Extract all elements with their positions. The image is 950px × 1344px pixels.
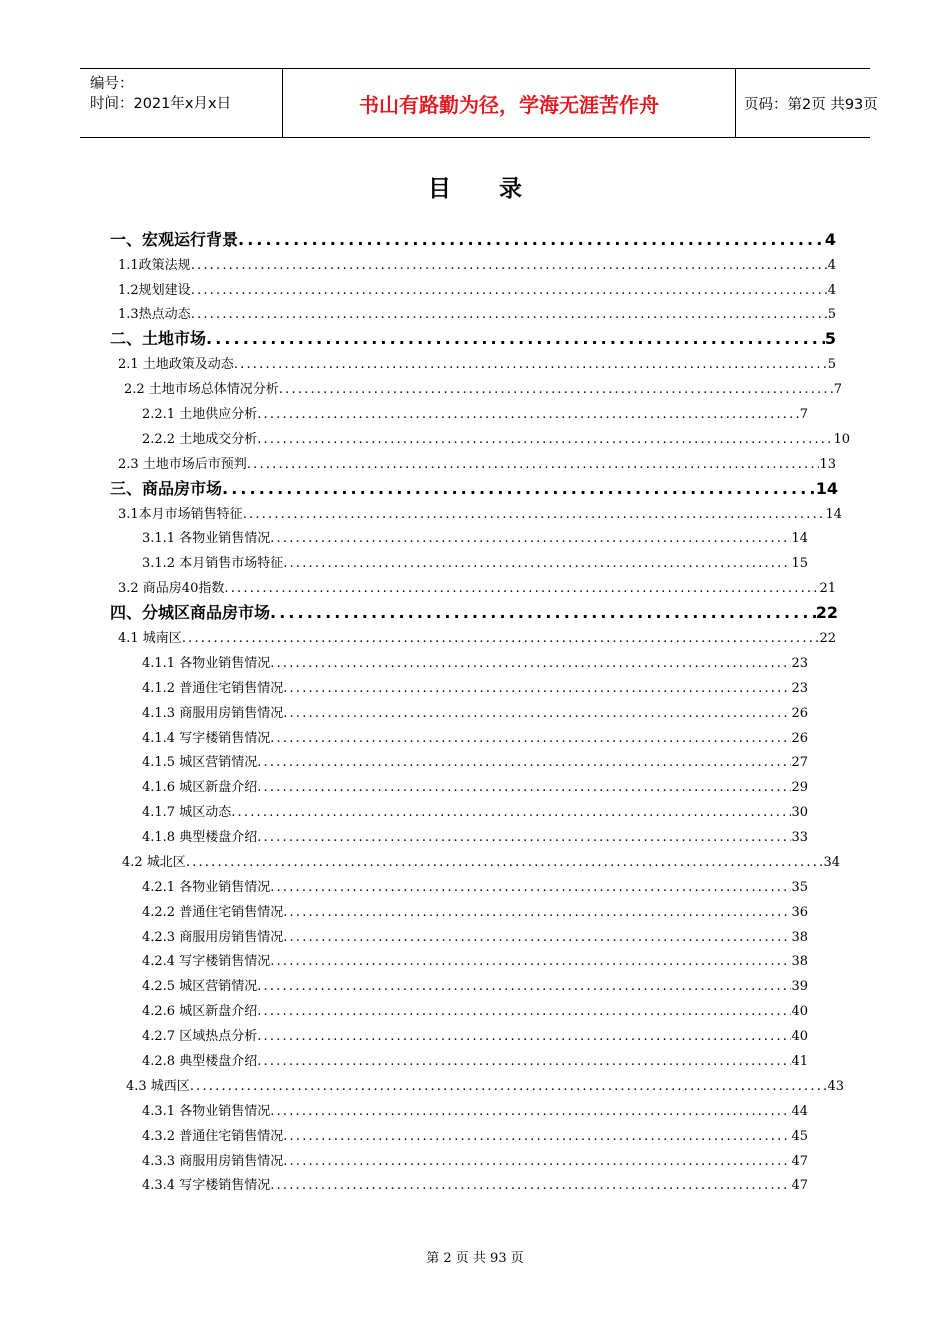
toc-leader-dots <box>270 656 791 671</box>
toc-section-entry[interactable] <box>142 950 808 969</box>
toc-leader-dots <box>191 283 828 298</box>
toc-entry-page: 10 <box>833 432 850 447</box>
toc-section-entry[interactable] <box>142 826 808 845</box>
toc-section-entry[interactable] <box>142 751 808 770</box>
toc-leader-dots <box>191 258 828 273</box>
toc-leader-dots <box>257 755 791 770</box>
header-motto: 书山有路勤为径，学海无涯苦作舟 <box>359 93 659 117</box>
toc-leader-dots <box>186 855 824 870</box>
toc-entry-label: 3.1.1 各物业销售情况 <box>142 531 271 546</box>
toc-entry-page: 5 <box>827 357 836 372</box>
toc-title <box>0 170 950 203</box>
toc-entry-label: 4.2.8 典型楼盘介绍 <box>142 1054 258 1069</box>
toc-leader-dots <box>222 479 816 498</box>
toc-entry-label: 4.1.8 典型楼盘介绍 <box>142 830 258 845</box>
toc-entry-page: 40 <box>791 1029 808 1044</box>
toc-entry-label: 3.1.2 本月销售市场特征 <box>142 556 284 571</box>
toc-entry-page: 33 <box>791 830 808 845</box>
toc-title-part1: 目 <box>428 176 451 202</box>
toc-entry-page: 4 <box>824 230 836 249</box>
toc-entry-label: 4.2.6 城区新盘介绍 <box>142 1004 258 1019</box>
toc-section-entry[interactable] <box>142 1150 808 1169</box>
toc-entry-page: 26 <box>791 731 808 746</box>
toc-entry-page: 5 <box>827 307 836 322</box>
toc-entry-label: 4.1.5 城区营销情况 <box>142 755 258 770</box>
toc-leader-dots <box>257 407 800 422</box>
header-page-cell <box>734 69 878 137</box>
toc-entry-label: 4.3.1 各物业销售情况 <box>142 1104 271 1119</box>
toc-section-entry[interactable] <box>142 975 808 994</box>
toc-entry-page: 22 <box>819 631 836 646</box>
toc-entry-label: 4.2.5 城区营销情况 <box>142 979 258 994</box>
toc-entry-label: 4.1.7 城区动态 <box>142 805 232 820</box>
toc-section-entry[interactable] <box>142 652 808 671</box>
toc-section-entry[interactable] <box>142 527 808 546</box>
toc-leader-dots <box>270 1104 791 1119</box>
document-date-label: 时间：2021年x月x日 <box>90 96 232 112</box>
toc-section-entry[interactable] <box>142 926 808 945</box>
toc-section-entry[interactable] <box>142 801 808 820</box>
toc-leader-dots <box>283 905 791 920</box>
toc-entry-page: 34 <box>823 855 840 870</box>
toc-section-entry[interactable] <box>142 876 808 895</box>
toc-entry-page: 38 <box>791 930 808 945</box>
toc-entry-label: 4.1 城南区 <box>118 631 182 646</box>
toc-section-entry[interactable] <box>118 577 836 596</box>
toc-leader-dots <box>257 780 791 795</box>
toc-section-entry[interactable] <box>142 1025 808 1044</box>
toc-leader-dots <box>283 681 791 696</box>
toc-entry-page: 47 <box>791 1178 808 1193</box>
toc-leader-dots <box>283 930 791 945</box>
toc-entry-label: 三、商品房市场 <box>110 479 223 498</box>
toc-entry-page: 23 <box>791 681 808 696</box>
toc-leader-dots <box>257 830 791 845</box>
toc-section-entry[interactable] <box>126 1075 844 1094</box>
toc-leader-dots <box>182 631 820 646</box>
toc-entry-label: 1.2规划建设 <box>118 283 191 298</box>
toc-entry-label: 4.1.2 普通住宅销售情况 <box>142 681 284 696</box>
toc-section-entry[interactable] <box>118 503 842 522</box>
toc-entry-label: 4.1.4 写字楼销售情况 <box>142 731 271 746</box>
toc-leader-dots <box>238 230 825 249</box>
toc-entry-page: 45 <box>791 1129 808 1144</box>
toc-leader-dots <box>270 731 791 746</box>
toc-section-entry[interactable] <box>118 627 836 646</box>
header-motto-cell <box>282 69 736 137</box>
toc-entry-label: 2.3 土地市场后市预判 <box>118 457 247 472</box>
toc-entry-page: 4 <box>827 283 836 298</box>
toc-leader-dots <box>224 581 819 596</box>
toc-entry-page: 5 <box>824 329 836 348</box>
toc-leader-dots <box>279 382 834 397</box>
toc-section-entry[interactable] <box>142 1174 808 1193</box>
toc-entry-label: 4.3.3 商服用房销售情况 <box>142 1154 284 1169</box>
toc-entry-page: 39 <box>791 979 808 994</box>
toc-entry-page: 41 <box>791 1054 808 1069</box>
toc-entry-label: 1.3热点动态 <box>118 307 191 322</box>
toc-entry-page: 27 <box>791 755 808 770</box>
toc-entry-page: 15 <box>791 556 808 571</box>
toc-entry-page: 22 <box>815 603 838 622</box>
toc-entry-page: 29 <box>791 780 808 795</box>
toc-leader-dots <box>270 531 791 546</box>
toc-section-entry[interactable] <box>142 901 808 920</box>
toc-entry-page: 40 <box>791 1004 808 1019</box>
toc-section-entry[interactable] <box>142 727 808 746</box>
page-header <box>80 68 878 138</box>
toc-entry-page: 36 <box>791 905 808 920</box>
toc-section-entry[interactable] <box>124 378 842 397</box>
toc-entry-label: 3.1本月市场销售特征 <box>118 507 243 522</box>
toc-section-entry[interactable] <box>142 1000 808 1019</box>
toc-leader-dots <box>257 1004 791 1019</box>
toc-entry-label: 4.2.2 普通住宅销售情况 <box>142 905 284 920</box>
document-number-label: 编号： <box>90 76 134 92</box>
toc-entry-label: 4.2 城北区 <box>122 855 186 870</box>
toc-entry-label: 2.2.2 土地成交分析 <box>142 432 258 447</box>
toc-entry-page: 4 <box>827 258 836 273</box>
toc-entry-label: 4.1.3 商服用房销售情况 <box>142 706 284 721</box>
toc-entry-label: 2.2 土地市场总体情况分析 <box>124 382 279 397</box>
toc-leader-dots <box>247 457 820 472</box>
toc-leader-dots <box>283 1129 791 1144</box>
toc-entry-label: 4.2.3 商服用房销售情况 <box>142 930 284 945</box>
toc-section-entry[interactable] <box>142 677 808 696</box>
toc-leader-dots <box>190 1079 828 1094</box>
toc-entry-label: 4.3 城西区 <box>126 1079 190 1094</box>
toc-leader-dots <box>243 507 826 522</box>
toc-title-part2: 录 <box>499 176 522 202</box>
toc-leader-dots <box>257 1029 791 1044</box>
toc-section-entry[interactable] <box>118 279 836 298</box>
header-info-cell <box>80 69 282 137</box>
toc-entry-page: 30 <box>791 805 808 820</box>
toc-leader-dots <box>283 556 791 571</box>
toc-entry-label: 4.2.7 区域热点分析 <box>142 1029 258 1044</box>
toc-section-entry[interactable] <box>118 303 836 322</box>
toc-entry-page: 26 <box>791 706 808 721</box>
toc-entry-page: 7 <box>833 382 842 397</box>
toc-entry-page: 44 <box>791 1104 808 1119</box>
toc-leader-dots <box>283 1154 791 1169</box>
toc-entry-page: 47 <box>791 1154 808 1169</box>
toc-section-entry[interactable] <box>142 776 808 795</box>
toc-entry-page: 21 <box>819 581 836 596</box>
toc-entry-label: 2.1 土地政策及动态 <box>118 357 234 372</box>
toc-leader-dots <box>270 954 791 969</box>
toc-entry-label: 4.1.1 各物业销售情况 <box>142 656 271 671</box>
toc-entry-label: 3.2 商品房40指数 <box>118 581 225 596</box>
toc-leader-dots <box>234 357 828 372</box>
toc-section-entry[interactable] <box>142 702 808 721</box>
toc-entry-label: 二、土地市场 <box>110 329 207 348</box>
toc-entry-page: 7 <box>799 407 808 422</box>
toc-leader-dots <box>270 880 791 895</box>
toc-entry-page: 43 <box>827 1079 844 1094</box>
toc-entry-page: 38 <box>791 954 808 969</box>
toc-entry-label: 4.1.6 城区新盘介绍 <box>142 780 258 795</box>
toc-entry-page: 14 <box>825 507 842 522</box>
toc-entry-page: 35 <box>791 880 808 895</box>
toc-chapter-entry[interactable] <box>110 326 836 349</box>
toc-leader-dots <box>270 1178 791 1193</box>
toc-leader-dots <box>257 979 791 994</box>
toc-leader-dots <box>191 307 828 322</box>
toc-entry-label: 一、宏观运行背景 <box>110 230 239 249</box>
toc-leader-dots <box>283 706 791 721</box>
toc-section-entry[interactable] <box>142 552 808 571</box>
toc-section-entry[interactable] <box>118 353 836 372</box>
toc-entry-page: 14 <box>815 479 838 498</box>
toc-section-entry[interactable] <box>142 1100 808 1119</box>
toc-leader-dots <box>206 329 825 348</box>
toc-entry-label: 四、分城区商品房市场 <box>110 603 271 622</box>
toc-entry-label: 4.3.4 写字楼销售情况 <box>142 1178 271 1193</box>
toc-entry-label: 2.2.1 土地供应分析 <box>142 407 258 422</box>
toc-section-entry[interactable] <box>122 851 840 870</box>
toc-section-entry[interactable] <box>118 254 836 273</box>
toc-entry-page: 23 <box>791 656 808 671</box>
page-footer: 第 2 页 共 93 页 <box>426 1251 524 1266</box>
toc-leader-dots <box>257 1054 791 1069</box>
header-page-code: 页码：第2页 共93页 <box>744 97 878 113</box>
toc-entry-label: 4.2.4 写字楼销售情况 <box>142 954 271 969</box>
toc-section-entry[interactable] <box>142 428 850 447</box>
toc-section-entry[interactable] <box>118 453 836 472</box>
toc-section-entry[interactable] <box>142 1050 808 1069</box>
toc-chapter-entry[interactable] <box>110 476 838 499</box>
toc-entry-label: 4.3.2 普通住宅销售情况 <box>142 1129 284 1144</box>
toc-leader-dots <box>270 603 816 622</box>
toc-entry-page: 14 <box>791 531 808 546</box>
toc-entry-label: 1.1政策法规 <box>118 258 191 273</box>
toc-leader-dots <box>257 432 833 447</box>
toc-leader-dots <box>231 805 791 820</box>
toc-chapter-entry[interactable] <box>110 600 838 623</box>
toc-section-entry[interactable] <box>142 1125 808 1144</box>
toc-entry-label: 4.2.1 各物业销售情况 <box>142 880 271 895</box>
toc-entry-page: 13 <box>819 457 836 472</box>
toc-section-entry[interactable] <box>142 403 808 422</box>
toc-chapter-entry[interactable] <box>110 227 836 250</box>
